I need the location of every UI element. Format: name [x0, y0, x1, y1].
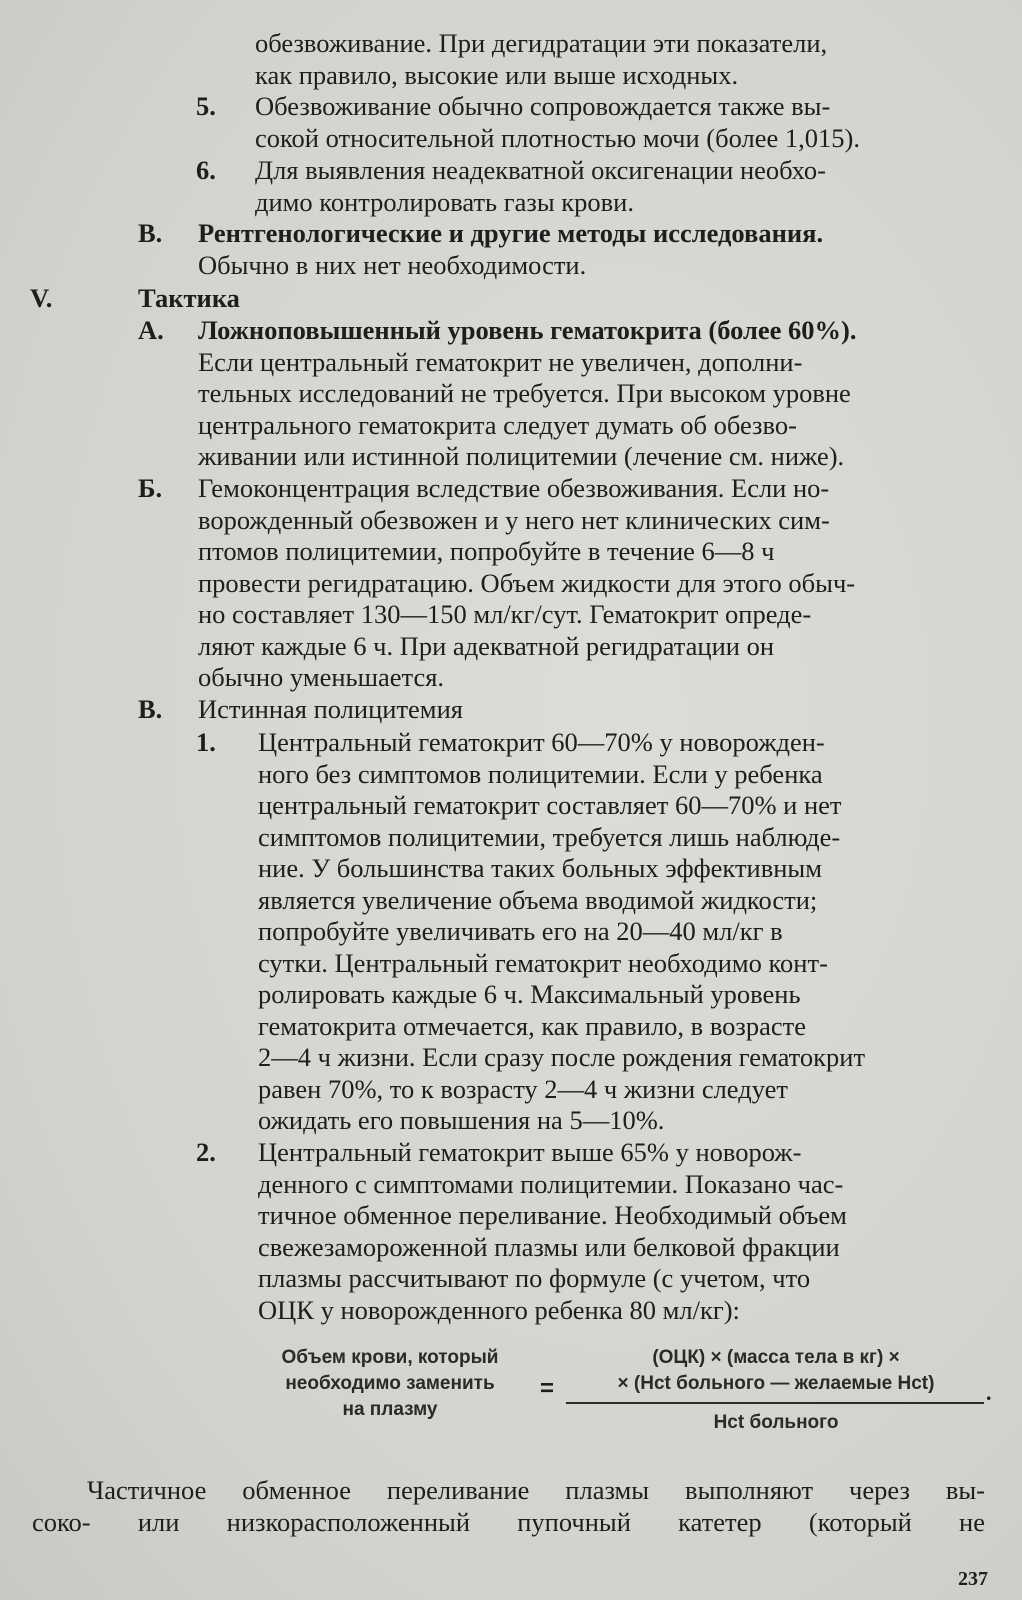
text-line: тельных исследований не требуется. При высоком уровне: [198, 378, 851, 408]
text-line: ролировать каждые 6 ч. Максимальный уровень: [258, 979, 801, 1009]
text-line: Центральный гематокрит выше 65% у новорож-: [258, 1137, 802, 1167]
sub-item-1-text: [258, 727, 985, 1137]
item-6-text: [255, 155, 985, 218]
formula-left-side: [250, 1345, 530, 1423]
item-number-5: 5.: [196, 91, 216, 121]
text-line: Ложноповышенный уровень гематокрита (более 60%).: [198, 315, 857, 345]
text-line: плазмы рассчитывают по формуле (с учетом, что: [258, 1263, 811, 1293]
text-line: свежезамороженной плазмы или белковой фракции: [258, 1231, 840, 1262]
text-line: ного без симптомов полицитемии. Если у ребенка: [258, 758, 823, 789]
text-line: живании или истинной полицитемии (лечение см. ниже).: [198, 441, 845, 471]
formula-period: .: [986, 1380, 992, 1405]
formula-line: на плазму: [342, 1399, 438, 1420]
item-number-6: 6.: [196, 155, 216, 185]
text-line: центрального гематокрита следует думать об обезво-: [198, 409, 797, 440]
item-letter-v-prev: В.: [138, 218, 163, 248]
item-letter-v: В.: [138, 694, 163, 724]
text-line: птомов полицитемии, попробуйте в течение 6—8 ч: [198, 536, 775, 566]
formula-line: Объем крови, который: [281, 1347, 499, 1368]
formula-equals-sign: =: [540, 1375, 555, 1402]
item-5-text: [255, 91, 985, 154]
text-line: обезвоживание. При дегидратации эти показатели,: [255, 28, 828, 58]
sub-item-number-1: 1.: [196, 727, 216, 757]
text-line: Рентгенологические и другие методы исследования.: [198, 218, 824, 248]
section-title: Тактика: [138, 283, 240, 313]
text-line: центральный гематокрит составляет 60—70% и нет: [258, 790, 842, 820]
text-line: как правило, высокие или выше исходных.: [255, 59, 739, 90]
item-a-text: [198, 315, 985, 473]
fraction-bar: [566, 1402, 984, 1404]
text-line: тичное обменное переливание. Необходимый объем: [258, 1200, 847, 1230]
page-number: 237: [958, 1568, 988, 1590]
formula-denominator: Hct больного: [713, 1412, 839, 1433]
text-line: провести регидратацию. Объем жидкости для этого обыч-: [198, 567, 856, 598]
text-line: ворожденный обезвожен и у него нет клинических сим-: [198, 504, 830, 535]
text-line: Если центральный гематокрит не увеличен, дополни-: [198, 346, 803, 377]
text-line: сутки. Центральный гематокрит необходимо конт-: [258, 947, 828, 978]
formula-line: × (Hct больного — желаемые Hct): [617, 1373, 935, 1394]
text-line: димо контролировать газы крови.: [255, 186, 634, 217]
text-line: ожидать его повышения на 5—10%.: [258, 1105, 665, 1135]
continued-text: [255, 28, 985, 91]
formula-line: (ОЦК) × (масса тела в кг) ×: [652, 1347, 900, 1368]
item-b-text: [198, 473, 985, 694]
text-line: Для выявления неадекватной оксигенации необхо-: [255, 155, 826, 185]
text-line: гематокрита отмечается, как правило, в возрасте: [258, 1010, 806, 1041]
text-line: Частичное обменное переливание плазмы выполняют через вы-: [87, 1475, 985, 1505]
text-line: соко- или низкорасположенный пупочный катетер (который не: [32, 1506, 985, 1537]
text-line: 2—4 ч жизни. Если сразу после рождения гематокрит: [258, 1042, 866, 1072]
text-line: ОЦК у новорожденного ребенка 80 мл/кг):: [258, 1294, 740, 1325]
text-line: симптомов полицитемии, требуется лишь наблюде-: [258, 821, 841, 852]
text-line: ляют каждые 6 ч. При адекватной регидратации он: [198, 630, 775, 661]
text-line: равен 70%, то к возрасту 2—4 ч жизни следует: [258, 1073, 788, 1104]
text-line: денного с симптомами полицитемии. Показано час-: [258, 1168, 844, 1199]
text-line: попробуйте увеличивать его на 20—40 мл/кг в: [258, 916, 783, 946]
text-line: Обычно в них нет необходимости.: [198, 249, 587, 280]
item-v-title: Истинная полицитемия: [198, 694, 463, 724]
section-numeral: V.: [30, 283, 53, 313]
text-line: сокой относительной плотностью мочи (более 1,015).: [255, 122, 860, 153]
text-line: обычно уменьшается.: [198, 662, 445, 692]
item-v-prev-text: [198, 218, 985, 281]
text-line: Центральный гематокрит 60—70% у новорожден-: [258, 727, 825, 757]
text-line: Обезвоживание обычно сопровождается также вы-: [255, 91, 831, 121]
text-line: ние. У большинства таких больных эффективным: [258, 853, 822, 883]
text-line: но составляет 130—150 мл/кг/сут. Гематокрит опреде-: [198, 599, 812, 629]
sub-item-2-text: [258, 1137, 985, 1326]
bottom-paragraph: [32, 1475, 985, 1538]
formula-line: необходимо заменить: [285, 1373, 495, 1394]
formula-numerator: [566, 1345, 986, 1397]
text-line: является увеличение объема вводимой жидкости;: [258, 884, 818, 915]
item-letter-b: Б.: [138, 473, 163, 503]
item-letter-a: А.: [138, 315, 164, 345]
sub-item-number-2: 2.: [196, 1137, 216, 1167]
text-line: Гемоконцентрация вследствие обезвоживания. Если но-: [198, 473, 830, 503]
